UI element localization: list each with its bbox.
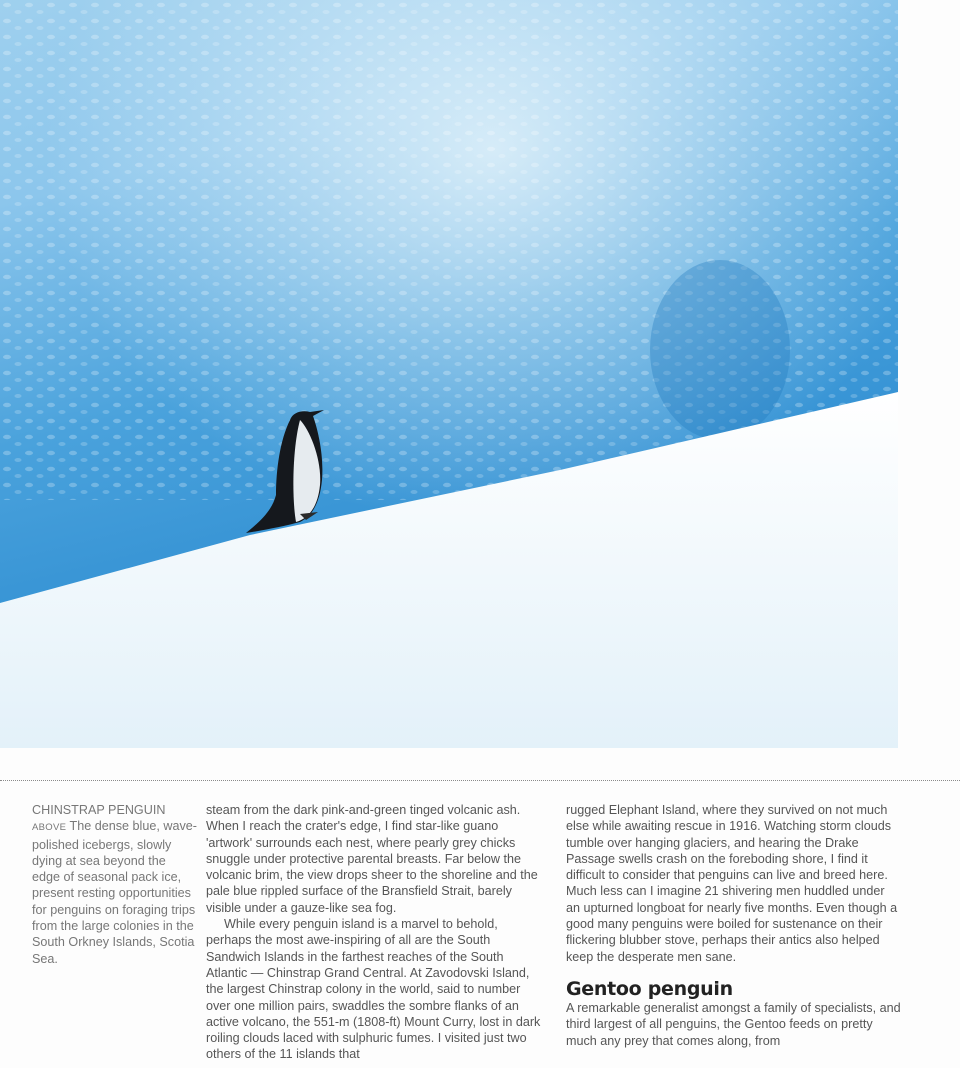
section-heading: Gentoo penguin [566,977,733,1000]
section-paragraph: A remarkable generalist amongst a family of specialists, and third largest of all penguins, the Gentoo feeds on pretty much any prey that comes along, from [566,1000,901,1048]
caption-text: The dense blue, wave-polished icebergs, slowly dying at sea beyond the edge of seasonal pack ice, present resting opportunities for penguins on foraging trips from the large colonies in the South Orkney Islands, Scotia Sea. [32,819,197,966]
photo-caption [32,802,197,967]
body-paragraph: steam from the dark pink-and-green tinged volcanic ash. When I reach the crater's edge, I find star-like guano 'artwork' surrounds each nest, where pearly grey chicks snuggle under protective parental breasts. Far below the volcanic brim, the view drops sheer to the shoreline and the pale blue rippled surface of the Bransfield Strait, barely visible under a gauze-like sea fog. [206,803,538,915]
body-paragraph: rugged Elephant Island, where they survived on not much else while awaiting rescue in 1916. Watching storm clouds tumble over hanging glaciers, and hearing the Drake Passage swells crash on the foreboding shore, I find it difficult to consider that penguins can live and breed here. Much less can I imagine 21 shivering men huddled under an upturned longboat for nearly five months. Even though a good many penguins were boiled for sustenance on their flickering blubber stove, perhaps their antics also helped keep the desperate men sane. [566,803,898,964]
caption-title: CHINSTRAP PENGUIN [32,803,166,817]
body-column-3 [566,802,902,1049]
dotted-divider [0,780,960,781]
caption-position-label: ABOVE [32,822,67,834]
body-column-2 [206,802,546,1063]
body-paragraph: While every penguin island is a marvel to behold, perhaps the most awe-inspiring of all are the South Sandwich Islands in the farthest reaches of the South Atlantic — Chinstrap Grand Central. At Zavodovski Island, the largest Chinstrap colony in the world, said to number over one million pairs, swaddles the sombre flanks of an active volcano, the 551-m (1808-ft) Mount Curry, lost in dark roiling clouds laced with sulphuric fumes. I visited just two others of the 11 islands that [206,917,541,1062]
